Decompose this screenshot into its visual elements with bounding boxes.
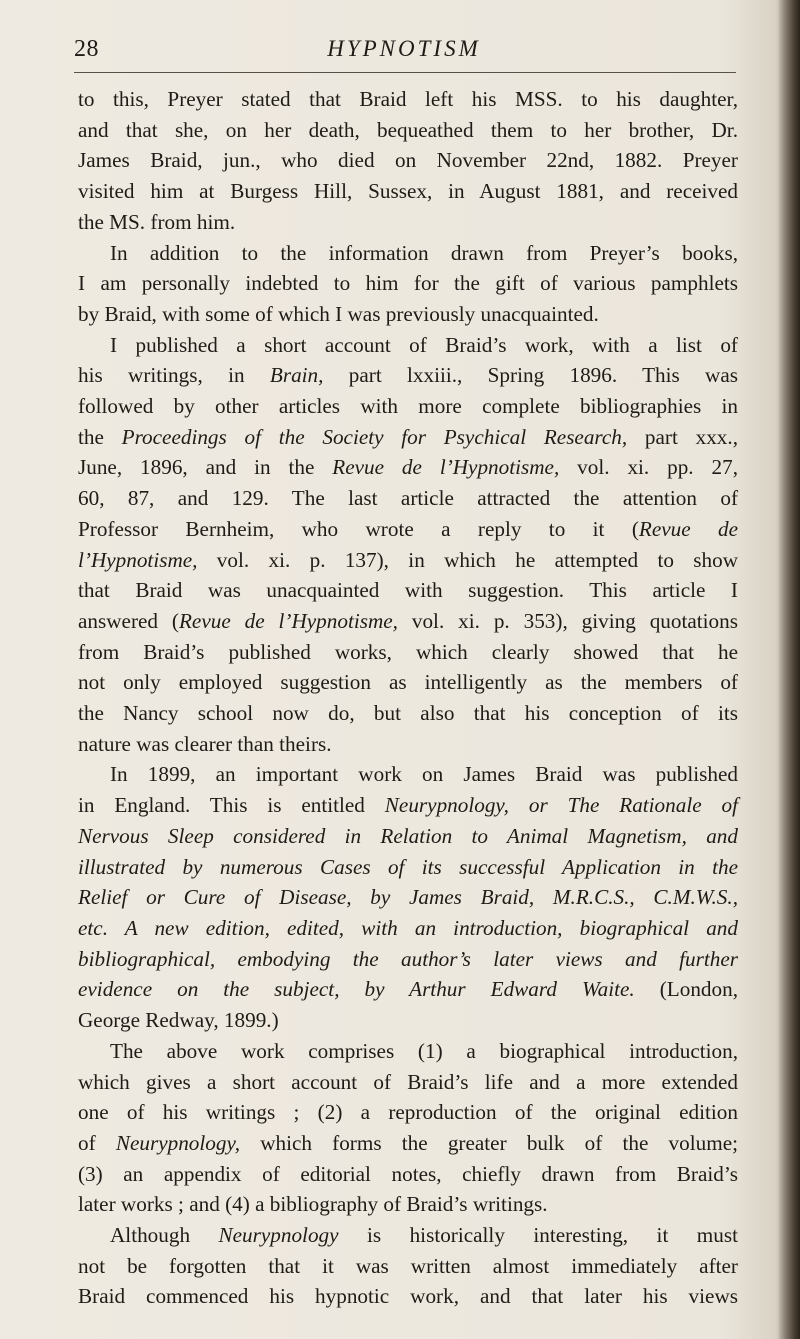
text-line: which gives a short account of Braid’s life and a more extended <box>78 1069 738 1094</box>
text-line: later works ; and (4) a bibliography of Braid’s writings. <box>78 1192 548 1217</box>
text-line: the Proceedings of the Society for Psychical Research, part xxx., <box>78 424 738 449</box>
text-line <box>78 944 738 975</box>
text-line <box>78 821 738 852</box>
page-edge-shadow <box>778 0 800 1339</box>
text-line: I published a short account of Braid’s work, with a list of <box>110 332 738 357</box>
text-line: by Braid, with some of which I was previously unacquainted. <box>78 301 599 326</box>
body-text <box>78 84 738 1312</box>
text-line: one of his writings ; (2) a reproduction of the original edition <box>78 1100 738 1125</box>
text-line <box>78 913 738 944</box>
text-line <box>78 882 738 913</box>
text-line: in England. This is entitled Neurypnology, or The Rationale of <box>78 793 738 818</box>
text-line: James Braid, jun., who died on November 22nd, 1882. Preyer <box>78 148 738 173</box>
text-line: his writings, in Brain, part lxxiii., Spring 1896. This was <box>78 363 738 388</box>
text-line: Braid commenced his hypnotic work, and that later his views <box>78 1284 738 1309</box>
italic-title: l’Hypnotisme, <box>78 547 198 572</box>
text-line: nature was clearer than theirs. <box>78 731 332 756</box>
text-line: In addition to the information drawn from Preyer’s books, <box>110 240 738 265</box>
text-line: the MS. from him. <box>78 209 236 234</box>
text-line: l’Hypnotisme, vol. xi. p. 137), in which he attempted to show <box>78 547 738 572</box>
italic-title: Neurypnology, <box>115 1130 241 1155</box>
text-line: June, 1896, and in the Revue de l’Hypnotisme, vol. xi. pp. 27, <box>78 455 738 480</box>
text-line: visited him at Burgess Hill, Sussex, in August 1881, and received <box>78 179 738 204</box>
text-line: and that she, on her death, bequeathed them to her brother, Dr. <box>78 117 738 142</box>
text-line: I am personally indebted to him for the gift of various pamphlets <box>78 271 738 296</box>
italic-title: Brain, <box>269 363 324 388</box>
header-rule <box>74 72 736 73</box>
italic-title: evidence on the subject, by Arthur Edward Waite. <box>78 977 635 1002</box>
text-line: evidence on the subject, by Arthur Edward Waite. (London, <box>78 977 739 1002</box>
text-line: George Redway, 1899.) <box>78 1008 279 1033</box>
italic-title: Neurypnology, or The Rationale of <box>384 793 738 818</box>
text-line: answered (Revue de l’Hypnotisme, vol. xi. p. 353), giving quotations <box>78 608 738 633</box>
text-line: Professor Bernheim, who wrote a reply to it (Revue de <box>78 516 738 541</box>
text-line: Although Neurypnology is historically interesting, it must <box>110 1223 738 1248</box>
italic-title: Revue de l’Hypnotisme, <box>332 455 560 480</box>
text-line: from Braid’s published works, which clearly showed that he <box>78 639 738 664</box>
italic-title: illustrated by numerous Cases of its successful Application in the <box>78 854 738 879</box>
text-line: not only employed suggestion as intelligently as the members of <box>78 670 738 695</box>
text-line: the Nancy school now do, but also that his conception of its <box>78 701 738 726</box>
page-header <box>74 34 734 68</box>
page-number: 28 <box>74 36 99 62</box>
italic-title: Nervous Sleep considered in Relation to Animal Magnetism, and <box>78 823 738 848</box>
text-line: followed by other articles with more complete bibliographies in <box>78 394 738 419</box>
text-line: In 1899, an important work on James Braid was published <box>110 762 738 787</box>
italic-title: etc. A new edition, edited, with an introduction, biographical and <box>78 915 738 940</box>
italic-title: Revue de <box>638 516 738 541</box>
text-line: of Neurypnology, which forms the greater bulk of the volume; <box>78 1130 738 1155</box>
text-line: to this, Preyer stated that Braid left his MSS. to his daughter, <box>78 87 738 111</box>
text-line: (3) an appendix of editorial notes, chiefly drawn from Braid’s <box>78 1161 738 1186</box>
italic-title: Revue de l’Hypnotisme, <box>178 608 398 633</box>
italic-title: bibliographical, embodying the author’s later views and further <box>78 946 738 971</box>
running-title: HYPNOTISM <box>327 36 481 61</box>
text-line: The above work comprises (1) a biographical introduction, <box>110 1038 738 1063</box>
italic-title: Proceedings of the Society for Psychical Research, <box>121 424 628 449</box>
italic-title: Relief or Cure of Disease, by James Braid, M.R.C.S., C.M.W.S., <box>78 885 738 910</box>
text-line: not be forgotten that it was written almost immediately after <box>78 1253 738 1278</box>
text-line: that Braid was unacquainted with suggestion. This article I <box>78 578 738 603</box>
text-line: 60, 87, and 129. The last article attracted the attention of <box>78 486 738 511</box>
italic-title: Neurypnology <box>218 1223 339 1248</box>
text-line <box>78 852 738 883</box>
